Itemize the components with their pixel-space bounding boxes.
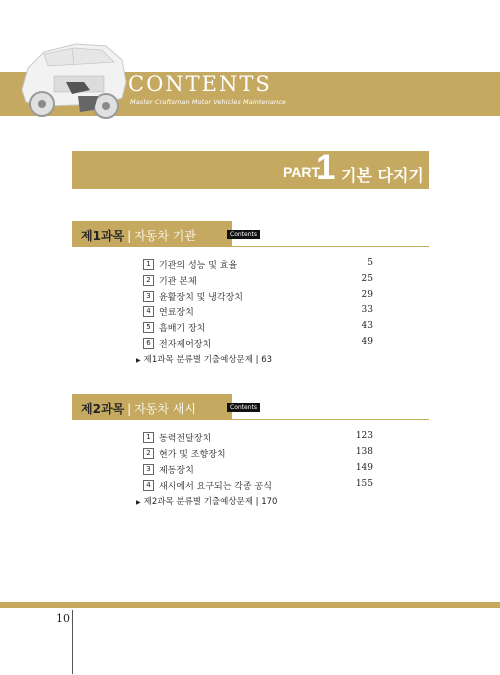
- item-page: 155: [355, 479, 373, 489]
- section-name: 자동차 기관: [134, 229, 196, 243]
- toc-item[interactable]: [143, 463, 373, 478]
- item-page: 25: [361, 274, 373, 284]
- toc-item[interactable]: [143, 321, 373, 336]
- item-page: 29: [361, 290, 373, 300]
- section-label: 제2과목: [81, 402, 125, 416]
- toc-item[interactable]: [143, 274, 373, 289]
- item-number: 2: [143, 448, 154, 459]
- item-number: 2: [143, 275, 154, 286]
- contents-badge: Contents: [227, 403, 260, 412]
- item-number: 1: [143, 432, 154, 443]
- toc-item[interactable]: [143, 305, 373, 320]
- part-prefix: PART: [283, 164, 321, 180]
- item-number: 4: [143, 480, 154, 491]
- section-title-2: 제2과목 | 자동차 새시: [81, 402, 196, 416]
- item-page: 149: [355, 463, 373, 473]
- review-link[interactable]: [136, 353, 272, 365]
- item-page: 49: [361, 337, 373, 347]
- item-label: 흡배기 장치: [159, 324, 206, 334]
- toc-item[interactable]: [143, 431, 373, 446]
- contents-title: CONTENTS: [128, 72, 272, 96]
- item-label: 윤활장치 및 냉각장치: [159, 293, 243, 303]
- item-page: 123: [355, 431, 373, 441]
- triangle-right-icon: ▶: [136, 357, 141, 364]
- page-number: 10: [56, 612, 70, 625]
- item-label: 연료장치: [159, 308, 194, 318]
- review-link[interactable]: [136, 495, 277, 507]
- section-name: 자동차 새시: [134, 402, 196, 416]
- item-page: 138: [355, 447, 373, 457]
- item-label: 전자제어장치: [159, 340, 212, 350]
- toc-item[interactable]: [143, 258, 373, 273]
- triangle-right-icon: ▶: [136, 499, 141, 506]
- item-number: 3: [143, 464, 154, 475]
- item-label: 현가 및 조향장치: [159, 450, 226, 460]
- item-page: 33: [361, 305, 373, 315]
- contents-badge: Contents: [227, 230, 260, 239]
- footer-band: [0, 602, 500, 608]
- item-label: 제동장치: [159, 466, 194, 476]
- item-label: 새시에서 요구되는 각종 공식: [159, 482, 272, 492]
- item-label: 기관 본체: [159, 277, 197, 287]
- item-page: 43: [361, 321, 373, 331]
- section-label: 제1과목: [81, 229, 125, 243]
- part-title: 기본 다지기: [341, 166, 424, 185]
- page-divider: [72, 610, 73, 674]
- section-rule: [232, 419, 429, 420]
- item-number: 5: [143, 322, 154, 333]
- item-number: 1: [143, 259, 154, 270]
- item-label: 동력전달장치: [159, 434, 212, 444]
- toc-item[interactable]: [143, 447, 373, 462]
- part-number: 1: [316, 148, 336, 187]
- item-number: 3: [143, 291, 154, 302]
- car-illustration: [14, 20, 132, 130]
- item-page: 5: [367, 258, 373, 268]
- review-label: 제2과목 분류별 기출예상문제 | 170: [143, 497, 278, 507]
- toc-item[interactable]: [143, 337, 373, 352]
- section-title-1: 제1과목 | 자동차 기관: [81, 229, 196, 243]
- toc-item[interactable]: [143, 479, 373, 494]
- contents-subtitle: Master Craftsman Motor Vehicles Maintenance: [130, 98, 287, 106]
- review-label: 제1과목 분류별 기출예상문제 | 63: [143, 355, 273, 365]
- toc-item[interactable]: [143, 290, 373, 305]
- section-rule: [232, 246, 429, 247]
- item-number: 4: [143, 306, 154, 317]
- item-label: 기관의 성능 및 효율: [159, 261, 238, 271]
- item-number: 6: [143, 338, 154, 349]
